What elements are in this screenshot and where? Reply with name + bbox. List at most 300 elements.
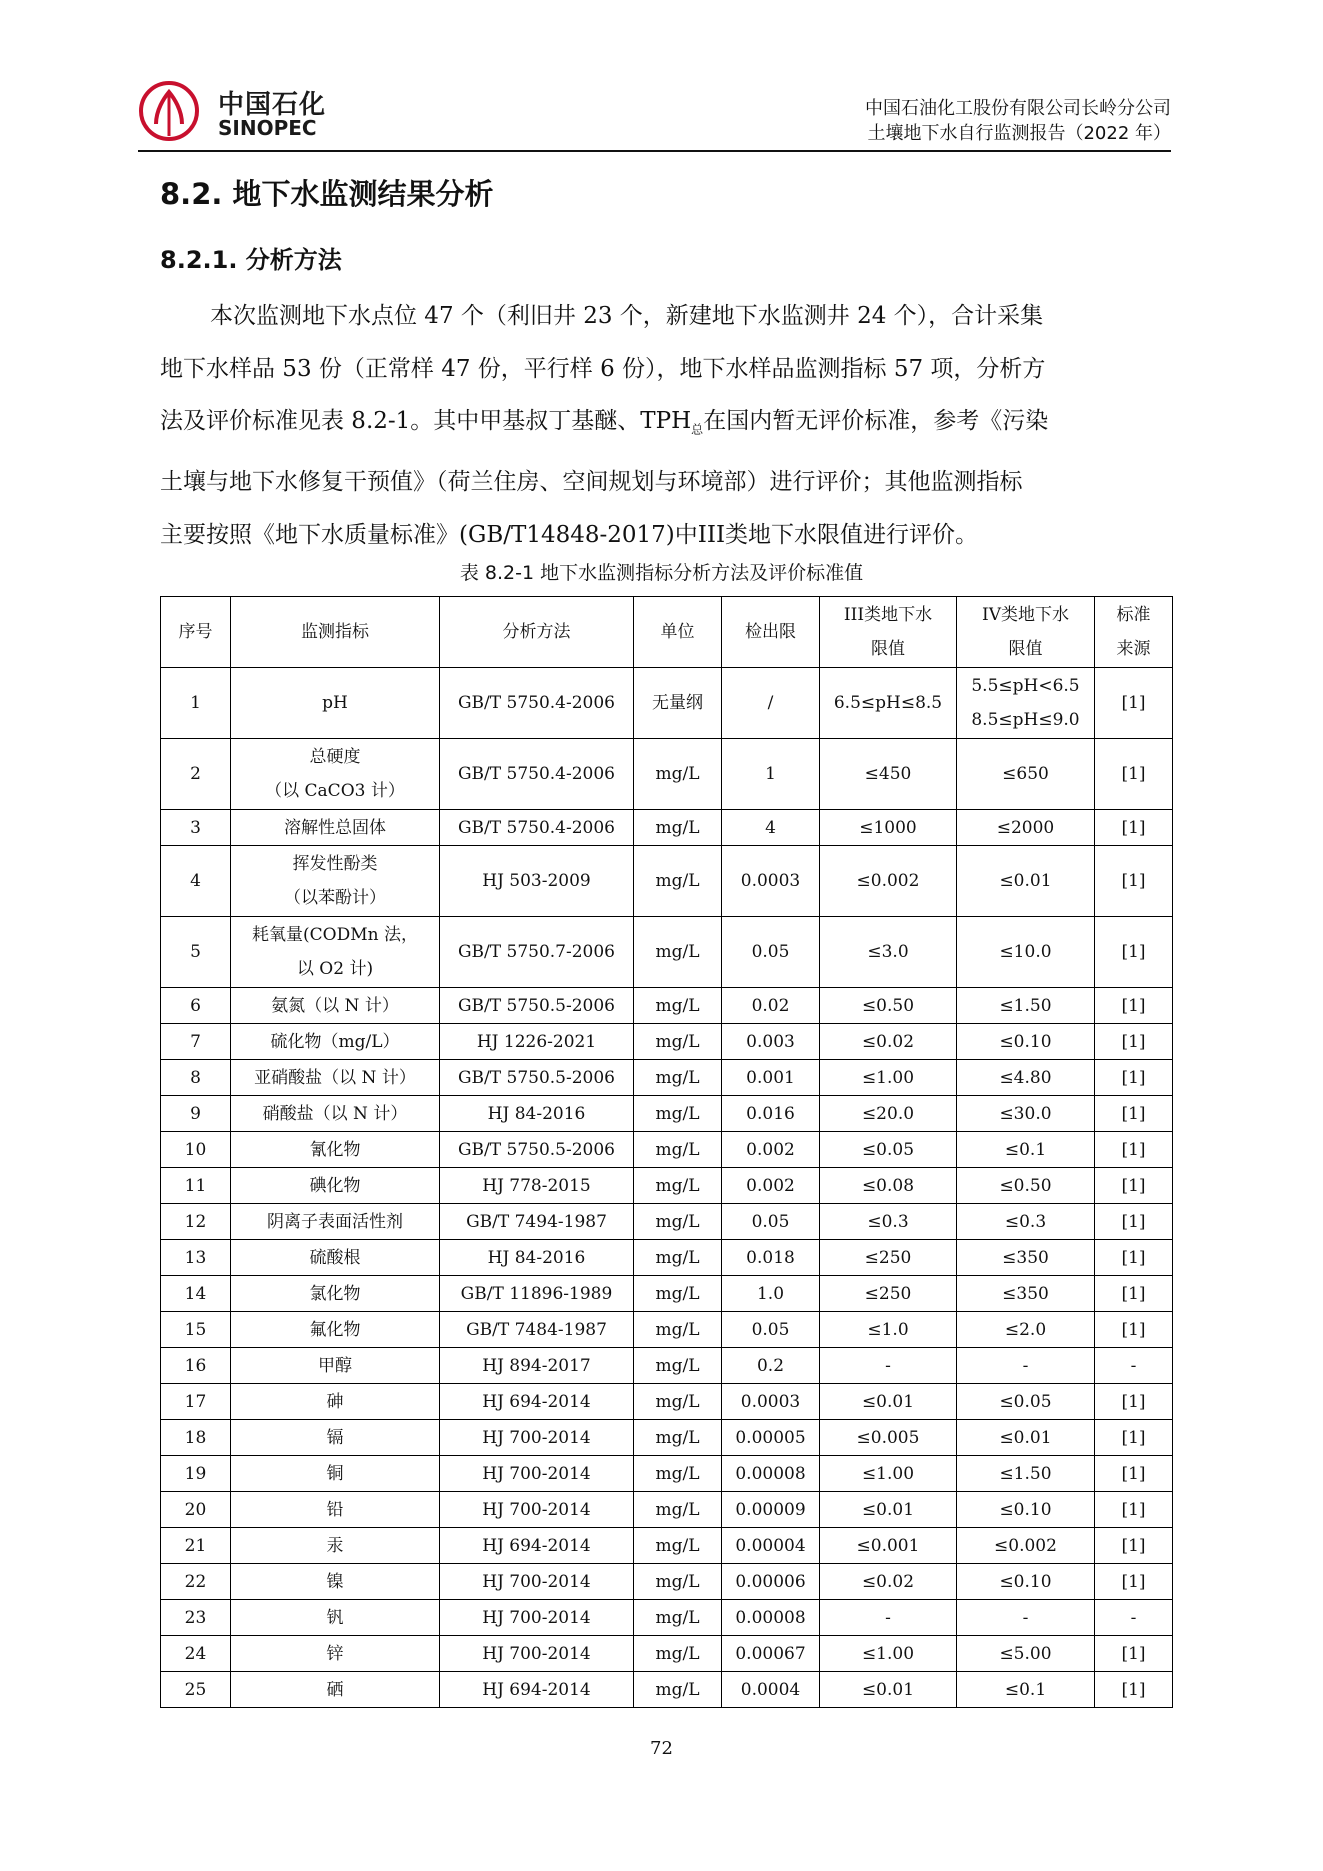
- cell-class3-limit-text: ≤0.05: [861, 1139, 915, 1160]
- cell-indicator: [231, 1132, 440, 1168]
- cell-unit: [634, 1492, 722, 1528]
- cell-class4-limit-text: ≤0.002: [994, 1535, 1057, 1556]
- cell-detection-limit-text: 0.001: [746, 1067, 795, 1088]
- cell-source: [1095, 1636, 1173, 1672]
- cell-source: [1095, 988, 1173, 1024]
- cell-no: [161, 1060, 231, 1096]
- cell-unit-text: mg/L: [655, 1679, 700, 1700]
- cell-class3-limit: [820, 1636, 957, 1672]
- table-row: [161, 1276, 1173, 1312]
- cell-unit: [634, 1564, 722, 1600]
- cell-indicator-text: 镍: [326, 1571, 344, 1592]
- body-paragraph: [160, 290, 1170, 561]
- cell-detection-limit-text: 0.05: [751, 1211, 790, 1232]
- cell-source: [1095, 1420, 1173, 1456]
- cell-detection-limit: [722, 1168, 820, 1204]
- cell-detection-limit-text: 0.00009: [735, 1499, 806, 1520]
- cell-class4-limit: [957, 1492, 1095, 1528]
- paragraph-line: 主要按照《地下水质量标准》(GB/T14848-2017)中III类地下水限值进行评价。: [160, 521, 979, 548]
- header-text: III类地下水: [843, 605, 933, 625]
- logo-english-text: SINOPEC: [218, 116, 317, 140]
- cell-class4-limit: [957, 1672, 1095, 1708]
- cell-class4-limit-text: ≤0.01: [999, 1427, 1052, 1448]
- cell-class3-limit-text: ≤0.01: [861, 1679, 915, 1700]
- cell-method-text: HJ 700-2014: [482, 1571, 591, 1592]
- table-row: [161, 917, 1173, 988]
- cell-detection-limit-text: 0.02: [751, 995, 790, 1016]
- cell-class4-limit: [957, 1024, 1095, 1060]
- cell-class4-limit-text: ≤30.0: [999, 1103, 1052, 1124]
- cell-source: [1095, 1456, 1173, 1492]
- cell-unit-text: mg/L: [655, 1247, 700, 1268]
- cell-method: [440, 1420, 634, 1456]
- cell-unit: [634, 668, 722, 739]
- cell-no-text: 20: [184, 1499, 207, 1520]
- cell-source: [1095, 1312, 1173, 1348]
- cell-unit: [634, 1096, 722, 1132]
- table-caption: 表 8.2-1 地下水监测指标分析方法及评价标准值: [459, 562, 864, 584]
- cell-class4-limit: [957, 668, 1095, 739]
- table-row: [161, 1168, 1173, 1204]
- cell-class3-limit: [820, 1024, 957, 1060]
- cell-unit-text: mg/L: [655, 942, 700, 962]
- table-row: [161, 1492, 1173, 1528]
- cell-source: [1095, 1384, 1173, 1420]
- cell-class3-limit-text: ≤0.002: [856, 871, 920, 891]
- cell-no-text: 13: [184, 1247, 207, 1268]
- cell-no-text: 18: [184, 1427, 207, 1448]
- cell-indicator: [231, 668, 440, 739]
- cell-class4-limit-text: ≤0.01: [999, 871, 1052, 891]
- cell-method-text: HJ 700-2014: [482, 1643, 591, 1664]
- cell-source: [1095, 917, 1173, 988]
- cell-method-text: HJ 1226-2021: [476, 1031, 597, 1052]
- cell-source-text: [1]: [1121, 1031, 1146, 1052]
- cell-detection-limit: [722, 1024, 820, 1060]
- cell-method: [440, 1348, 634, 1384]
- cell-method-text: GB/T 7494-1987: [466, 1211, 607, 1232]
- table-row: [161, 1096, 1173, 1132]
- cell-class4-limit: [957, 1564, 1095, 1600]
- cell-source: [1095, 1492, 1173, 1528]
- cell-indicator-text: 阴离子表面活性剂: [267, 1211, 403, 1232]
- cell-indicator: [231, 1564, 440, 1600]
- cell-class4-limit-text: ≤650: [1002, 764, 1049, 784]
- cell-class4-limit: [957, 1384, 1095, 1420]
- cell-class4-limit-text: 5.5≤pH<6.5: [971, 676, 1080, 696]
- cell-source: [1095, 1528, 1173, 1564]
- cell-source-text: -: [1130, 1355, 1137, 1376]
- cell-source: [1095, 1204, 1173, 1240]
- cell-class4-limit: [957, 1168, 1095, 1204]
- cell-detection-limit: [722, 1096, 820, 1132]
- cell-no: [161, 988, 231, 1024]
- cell-detection-limit-text: 0.002: [746, 1175, 795, 1196]
- cell-source-text: [1]: [1121, 1319, 1146, 1340]
- cell-unit-text: mg/L: [655, 1499, 700, 1520]
- cell-unit: [634, 1456, 722, 1492]
- cell-no: [161, 1672, 231, 1708]
- cell-source-text: [1]: [1121, 1535, 1146, 1556]
- cell-source: [1095, 1600, 1173, 1636]
- cell-source-text: [1]: [1121, 1427, 1146, 1448]
- cell-class3-limit: [820, 1456, 957, 1492]
- paragraph-line: 本次监测地下水点位 47 个（利旧井 23 个，新建地下水监测井 24 个），合计采集: [210, 303, 1044, 329]
- cell-method: [440, 1492, 634, 1528]
- cell-unit-text: mg/L: [655, 1427, 700, 1448]
- cell-method: [440, 1276, 634, 1312]
- cell-class3-limit: [820, 1384, 957, 1420]
- cell-detection-limit-text: 0.003: [746, 1031, 795, 1052]
- cell-class3-limit: [820, 988, 957, 1024]
- section-title: 8.2. 地下水监测结果分析: [160, 177, 494, 211]
- cell-detection-limit-text: 0.002: [746, 1139, 795, 1160]
- page-header: [138, 78, 1171, 152]
- cell-class3-limit: [820, 1276, 957, 1312]
- cell-method-text: GB/T 5750.4-2006: [457, 764, 616, 784]
- cell-method-text: GB/T 5750.5-2006: [457, 1139, 616, 1160]
- cell-detection-limit-text: 0.05: [751, 1319, 790, 1340]
- cell-class4-limit-text: ≤0.05: [999, 1391, 1052, 1412]
- cell-no: [161, 917, 231, 988]
- cell-method-text: GB/T 7484-1987: [466, 1319, 607, 1340]
- cell-detection-limit: [722, 739, 820, 810]
- table-row: [161, 1528, 1173, 1564]
- cell-method-text: HJ 503-2009: [482, 871, 591, 891]
- cell-no-text: 12: [184, 1211, 207, 1232]
- cell-unit-text: mg/L: [655, 1319, 700, 1340]
- cell-method-text: HJ 700-2014: [482, 1499, 591, 1520]
- cell-indicator: [231, 1600, 440, 1636]
- cell-source-text: -: [1130, 1607, 1137, 1628]
- cell-class3-limit: [820, 846, 957, 917]
- cell-method: [440, 1600, 634, 1636]
- cell-detection-limit: [722, 1276, 820, 1312]
- cell-indicator: [231, 1348, 440, 1384]
- cell-class4-limit-text: 8.5≤pH≤9.0: [971, 710, 1080, 730]
- cell-class4-limit: [957, 810, 1095, 846]
- cell-indicator-text: （以苯酚计）: [284, 888, 386, 908]
- cell-unit-text: mg/L: [655, 995, 700, 1016]
- cell-unit-text: mg/L: [655, 1355, 700, 1376]
- cell-indicator-text: 锌: [326, 1643, 344, 1664]
- cell-no: [161, 1276, 231, 1312]
- cell-method: [440, 1384, 634, 1420]
- cell-class3-limit: [820, 1528, 957, 1564]
- cell-detection-limit: [722, 1636, 820, 1672]
- cell-class4-limit: [957, 988, 1095, 1024]
- cell-unit-text: mg/L: [655, 817, 700, 838]
- cell-no: [161, 1132, 231, 1168]
- cell-unit-text: mg/L: [655, 1391, 700, 1412]
- cell-indicator-text: 挥发性酚类: [292, 854, 378, 874]
- cell-class3-limit-text: ≤0.50: [861, 995, 915, 1016]
- cell-method-text: HJ 694-2014: [482, 1535, 591, 1556]
- table-row: [161, 846, 1173, 917]
- cell-no: [161, 1204, 231, 1240]
- cell-method-text: HJ 700-2014: [482, 1607, 591, 1628]
- cell-unit: [634, 1132, 722, 1168]
- cell-no: [161, 1168, 231, 1204]
- cell-unit-text: mg/L: [655, 1643, 700, 1664]
- cell-no: [161, 1600, 231, 1636]
- cell-no: [161, 1024, 231, 1060]
- cell-method: [440, 1312, 634, 1348]
- cell-unit-text: mg/L: [655, 1175, 700, 1196]
- paragraph-subscript: 总: [691, 422, 704, 437]
- cell-detection-limit: [722, 1384, 820, 1420]
- paragraph-line: 土壤与地下水修复干预值》（荷兰住房、空间规划与环境部）进行评价；其他监测指标: [160, 469, 1023, 496]
- cell-unit-text: mg/L: [655, 1031, 700, 1052]
- cell-source-text: [1]: [1121, 1139, 1146, 1160]
- header-text: 来源: [1116, 639, 1151, 659]
- cell-class3-limit: [820, 1240, 957, 1276]
- cell-no-text: 4: [190, 871, 201, 891]
- cell-indicator: [231, 1204, 440, 1240]
- cell-method-text: HJ 894-2017: [482, 1355, 591, 1376]
- cell-indicator: [231, 1492, 440, 1528]
- table-row: [161, 1024, 1173, 1060]
- cell-no: [161, 1636, 231, 1672]
- cell-method: [440, 1672, 634, 1708]
- cell-unit-text: mg/L: [655, 871, 700, 891]
- cell-source-text: [1]: [1121, 1247, 1146, 1268]
- cell-class4-limit: [957, 1348, 1095, 1384]
- cell-class3-limit: [820, 1420, 957, 1456]
- cell-class4-limit: [957, 1204, 1095, 1240]
- cell-indicator: [231, 846, 440, 917]
- standards-table: [160, 596, 1173, 1708]
- cell-method: [440, 1240, 634, 1276]
- cell-method: [440, 810, 634, 846]
- cell-source: [1095, 810, 1173, 846]
- header-company: 中国石油化工股份有限公司长岭分公司: [865, 98, 1171, 119]
- cell-indicator-text: 砷: [326, 1391, 344, 1412]
- cell-class3-limit: [820, 1168, 957, 1204]
- cell-detection-limit-text: 0.016: [746, 1103, 795, 1124]
- cell-unit-text: mg/L: [655, 1139, 700, 1160]
- cell-source-text: [1]: [1121, 1571, 1146, 1592]
- cell-no-text: 8: [190, 1067, 201, 1088]
- table-row: [161, 1420, 1173, 1456]
- cell-class3-limit-text: -: [885, 1355, 891, 1376]
- cell-class3-limit-text: ≤20.0: [861, 1103, 915, 1124]
- cell-no: [161, 1492, 231, 1528]
- cell-detection-limit: [722, 1204, 820, 1240]
- cell-indicator-text: 汞: [326, 1535, 344, 1556]
- cell-unit-text: mg/L: [655, 1283, 700, 1304]
- cell-method: [440, 668, 634, 739]
- cell-unit-text: mg/L: [655, 1067, 700, 1088]
- cell-indicator-text: （以 CaCO3 计）: [265, 781, 405, 801]
- cell-unit: [634, 1528, 722, 1564]
- cell-unit: [634, 1312, 722, 1348]
- cell-method: [440, 988, 634, 1024]
- cell-detection-limit: [722, 1600, 820, 1636]
- cell-indicator: [231, 810, 440, 846]
- cell-method: [440, 1564, 634, 1600]
- cell-class4-limit-text: ≤4.80: [999, 1067, 1052, 1088]
- paragraph-text: 法及评价标准见表 8.2-1。其中甲基叔丁基醚、TPH: [160, 408, 692, 434]
- cell-unit: [634, 1384, 722, 1420]
- table-body: [161, 668, 1173, 1708]
- table-header-row: [161, 597, 1173, 668]
- header-info: [865, 96, 1171, 146]
- cell-source: [1095, 846, 1173, 917]
- cell-source-text: [1]: [1121, 871, 1146, 891]
- cell-class4-limit: [957, 1456, 1095, 1492]
- cell-class3-limit: [820, 1672, 957, 1708]
- cell-indicator-text: 硫酸根: [309, 1247, 361, 1268]
- cell-method-text: HJ 694-2014: [482, 1679, 591, 1700]
- cell-no-text: 16: [184, 1355, 207, 1376]
- cell-detection-limit: [722, 988, 820, 1024]
- cell-method: [440, 1096, 634, 1132]
- cell-no-text: 21: [184, 1535, 207, 1556]
- cell-no: [161, 739, 231, 810]
- header-class3-limit: [820, 597, 957, 668]
- cell-detection-limit-text: 0.00005: [735, 1427, 806, 1448]
- cell-detection-limit: [722, 1456, 820, 1492]
- cell-class3-limit-text: ≤1.00: [861, 1643, 915, 1664]
- cell-indicator: [231, 1060, 440, 1096]
- cell-class4-limit-text: ≤0.1: [1004, 1679, 1047, 1700]
- paragraph-line: 地下水样品 53 份（正常样 47 份，平行样 6 份），地下水样品监测指标 57 项，分析方: [160, 355, 1046, 382]
- cell-no-text: 15: [184, 1319, 207, 1340]
- cell-indicator: [231, 1672, 440, 1708]
- cell-class4-limit: [957, 1276, 1095, 1312]
- cell-class3-limit: [820, 1096, 957, 1132]
- cell-class4-limit-text: ≤0.3: [1004, 1211, 1047, 1232]
- cell-class4-limit: [957, 1420, 1095, 1456]
- cell-class3-limit-text: ≤3.0: [867, 942, 909, 962]
- cell-detection-limit: [722, 810, 820, 846]
- cell-method: [440, 739, 634, 810]
- cell-class3-limit-text: ≤0.01: [861, 1499, 915, 1520]
- cell-source-text: [1]: [1121, 942, 1146, 962]
- cell-class4-limit: [957, 1060, 1095, 1096]
- table-row: [161, 1132, 1173, 1168]
- cell-unit-text: mg/L: [655, 1103, 700, 1124]
- cell-method: [440, 917, 634, 988]
- cell-detection-limit: [722, 1240, 820, 1276]
- cell-source-text: [1]: [1121, 693, 1146, 713]
- cell-no-text: 6: [190, 995, 201, 1016]
- cell-detection-limit-text: 0.0004: [740, 1679, 801, 1700]
- cell-unit: [634, 739, 722, 810]
- cell-unit-text: mg/L: [655, 1607, 700, 1628]
- header-text: 标准: [1116, 605, 1151, 625]
- table-row: [161, 668, 1173, 739]
- cell-no: [161, 1312, 231, 1348]
- cell-class4-limit-text: ≤2000: [996, 817, 1055, 838]
- cell-class4-limit: [957, 1312, 1095, 1348]
- header-class4-limit: [957, 597, 1095, 668]
- cell-class4-limit: [957, 1528, 1095, 1564]
- cell-detection-limit: [722, 1348, 820, 1384]
- cell-detection-limit: [722, 1420, 820, 1456]
- cell-indicator-text: 亚硝酸盐（以 N 计）: [254, 1067, 416, 1088]
- cell-indicator: [231, 988, 440, 1024]
- cell-indicator-text: 铅: [326, 1499, 344, 1520]
- cell-class4-limit-text: ≤350: [1002, 1247, 1049, 1268]
- cell-source: [1095, 668, 1173, 739]
- cell-source-text: [1]: [1121, 817, 1146, 838]
- cell-unit: [634, 988, 722, 1024]
- cell-no: [161, 1420, 231, 1456]
- cell-no: [161, 1096, 231, 1132]
- cell-no-text: 11: [184, 1175, 207, 1196]
- cell-no: [161, 1564, 231, 1600]
- cell-no-text: 3: [190, 817, 201, 838]
- cell-unit: [634, 1024, 722, 1060]
- cell-indicator-text: 氰化物: [309, 1139, 361, 1160]
- table-row: [161, 1384, 1173, 1420]
- cell-method: [440, 1204, 634, 1240]
- table-row: [161, 1600, 1173, 1636]
- cell-class4-limit: [957, 1600, 1095, 1636]
- cell-class3-limit-text: ≤250: [864, 1247, 912, 1268]
- cell-class3-limit: [820, 739, 957, 810]
- table-row: [161, 1672, 1173, 1708]
- cell-class4-limit: [957, 739, 1095, 810]
- cell-detection-limit-text: 0.018: [746, 1247, 795, 1268]
- cell-no: [161, 846, 231, 917]
- cell-class3-limit: [820, 1348, 957, 1384]
- cell-source: [1095, 1132, 1173, 1168]
- cell-no-text: 25: [184, 1679, 207, 1700]
- cell-unit: [634, 1636, 722, 1672]
- cell-indicator: [231, 739, 440, 810]
- cell-class3-limit-text: ≤0.01: [861, 1391, 915, 1412]
- cell-method-text: GB/T 5750.7-2006: [457, 942, 616, 962]
- cell-detection-limit: [722, 1132, 820, 1168]
- cell-detection-limit-text: 0.0003: [740, 871, 801, 891]
- cell-source-text: [1]: [1121, 1499, 1146, 1520]
- cell-source: [1095, 1672, 1173, 1708]
- cell-method-text: GB/T 5750.5-2006: [457, 995, 616, 1016]
- cell-class4-limit: [957, 1096, 1095, 1132]
- cell-class3-limit-text: ≤0.08: [861, 1175, 915, 1196]
- header-method: 分析方法: [440, 597, 634, 668]
- cell-class3-limit-text: ≤1000: [859, 817, 917, 838]
- cell-detection-limit-text: 0.00067: [735, 1643, 806, 1664]
- cell-indicator-text: 以 O2 计): [296, 959, 374, 979]
- cell-source: [1095, 1240, 1173, 1276]
- cell-source-text: [1]: [1121, 1175, 1146, 1196]
- sinopec-logo: [138, 78, 338, 146]
- sinopec-logo-icon: [138, 80, 200, 142]
- cell-indicator-text: 氯化物: [309, 1283, 361, 1304]
- cell-unit-text: mg/L: [655, 1211, 700, 1232]
- cell-no-text: 7: [190, 1031, 201, 1052]
- header-text: IV类地下水: [982, 605, 1069, 625]
- cell-source-text: [1]: [1121, 1211, 1146, 1232]
- cell-unit: [634, 1348, 722, 1384]
- cell-method-text: GB/T 11896-1989: [460, 1283, 613, 1304]
- cell-detection-limit-text: 4: [765, 817, 776, 838]
- cell-class4-limit-text: ≤0.10: [999, 1031, 1052, 1052]
- cell-class3-limit-text: ≤1.0: [867, 1319, 909, 1340]
- cell-no: [161, 1240, 231, 1276]
- cell-source: [1095, 1276, 1173, 1312]
- cell-class3-limit-text: 6.5≤pH≤8.5: [833, 693, 943, 713]
- table-row: [161, 1564, 1173, 1600]
- cell-class4-limit-text: ≤5.00: [999, 1643, 1052, 1664]
- cell-no-text: 5: [190, 942, 201, 962]
- cell-detection-limit: [722, 1672, 820, 1708]
- cell-unit-text: mg/L: [655, 1463, 700, 1484]
